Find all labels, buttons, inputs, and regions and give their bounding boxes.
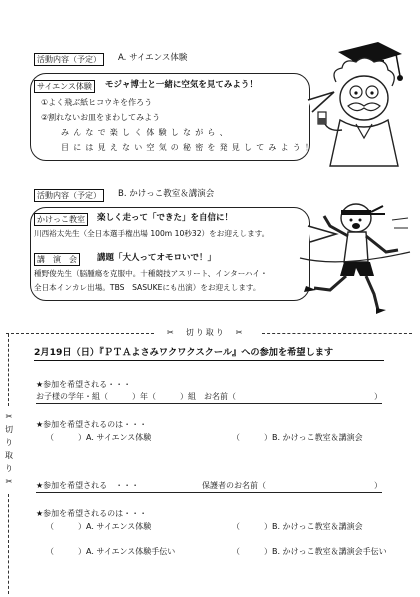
lecture-text-2: 全日本インカレ出場。TBS SASUKEにも出演）をお迎えします。 <box>34 283 261 292</box>
lecture-box-label: 講 演 会 <box>34 253 80 266</box>
q3-guardian-name[interactable]: 保護者のお名前（ <box>202 481 266 490</box>
q1-underline <box>36 403 382 404</box>
side-glyph: ✂ <box>5 412 13 421</box>
lecture-headline: 講題「大人ってオモロいで！」 <box>97 253 217 263</box>
side-glyph: 取 <box>5 451 13 460</box>
science-box-label: サイエンス体験 <box>34 80 95 93</box>
q4-option-a[interactable]: （ ）A. サイエンス体験 <box>46 522 152 531</box>
science-item-2: ②割れないお皿をまわしてみよう <box>41 113 161 122</box>
q2-option-b[interactable]: （ ）B. かけっこ教室＆講演会 <box>232 433 363 442</box>
q1-grade-name[interactable]: お子様の学年・組（ ）年（ ）組 お名前（ <box>36 392 236 401</box>
cut-label-top: ✂ 切り取り ✂ <box>167 328 245 337</box>
section-b-bubble <box>30 207 310 301</box>
q4-option-d[interactable]: （ ）B. かけっこ教室＆講演会手伝い <box>232 547 387 556</box>
q4-option-b[interactable]: （ ）B. かけっこ教室＆講演会 <box>232 522 363 531</box>
science-line-3: みんなで楽しく体験しながら、 <box>61 128 232 137</box>
q3-close-paren: ） <box>374 481 382 490</box>
lecture-text-1: 種野俊先生（脳腫瘍を克服中。十種競技アスリート、インターハイ・ <box>34 269 268 278</box>
section-a-label: A. サイエンス体験 <box>118 53 188 63</box>
professor-illustration <box>300 40 415 170</box>
cut-line-top-left <box>6 333 154 334</box>
cut-line-top-right <box>262 333 412 334</box>
q2-label: ★参加を希望されるのは・・・ <box>36 420 148 429</box>
running-headline: 楽しく走って「できた」を自信に！ <box>97 213 234 223</box>
form-title: 2月19日（日）『ＰＴＡよさみワクワクスクール』への参加を希望します <box>34 346 384 361</box>
side-glyph: ✂ <box>5 477 13 486</box>
q4-option-c[interactable]: （ ）A. サイエンス体験手伝い <box>46 547 176 556</box>
cut-label-side <box>3 410 15 488</box>
section-b-label: B. かけっこ教室＆講演会 <box>118 189 215 199</box>
science-item-1: ①よく飛ぶ紙ヒコウキを作ろう <box>41 98 153 107</box>
running-text: 川西裕太先生（全日本選手権出場 100m 10秒32）をお迎えします。 <box>34 229 270 238</box>
science-headline: モジャ博士と一緒に空気を見てみよう！ <box>105 80 258 90</box>
section-a-bubble <box>30 73 318 161</box>
q1-close-paren: ） <box>374 392 382 401</box>
q3-underline <box>36 492 382 493</box>
side-glyph: 切 <box>5 425 13 434</box>
side-glyph: り <box>5 438 13 447</box>
section-a-tag: 活動内容（予定） <box>34 53 104 66</box>
q1-label: ★参加を希望される・・・ <box>36 380 132 389</box>
runner-illustration <box>296 196 416 316</box>
cut-line-left-lower <box>8 494 9 594</box>
q3-label: ★参加を希望される ・・・ <box>36 481 140 490</box>
side-glyph: り <box>5 464 13 473</box>
q2-option-a[interactable]: （ ）A. サイエンス体験 <box>46 433 152 442</box>
cut-line-left-upper <box>8 334 9 406</box>
section-b-tag: 活動内容（予定） <box>34 189 104 202</box>
science-line-4: 目には見えない空気の秘密を発見してみよう！ <box>61 143 318 152</box>
running-box-label: かけっこ教室 <box>34 213 88 226</box>
q4-label: ★参加を希望されるのは・・・ <box>36 509 148 518</box>
